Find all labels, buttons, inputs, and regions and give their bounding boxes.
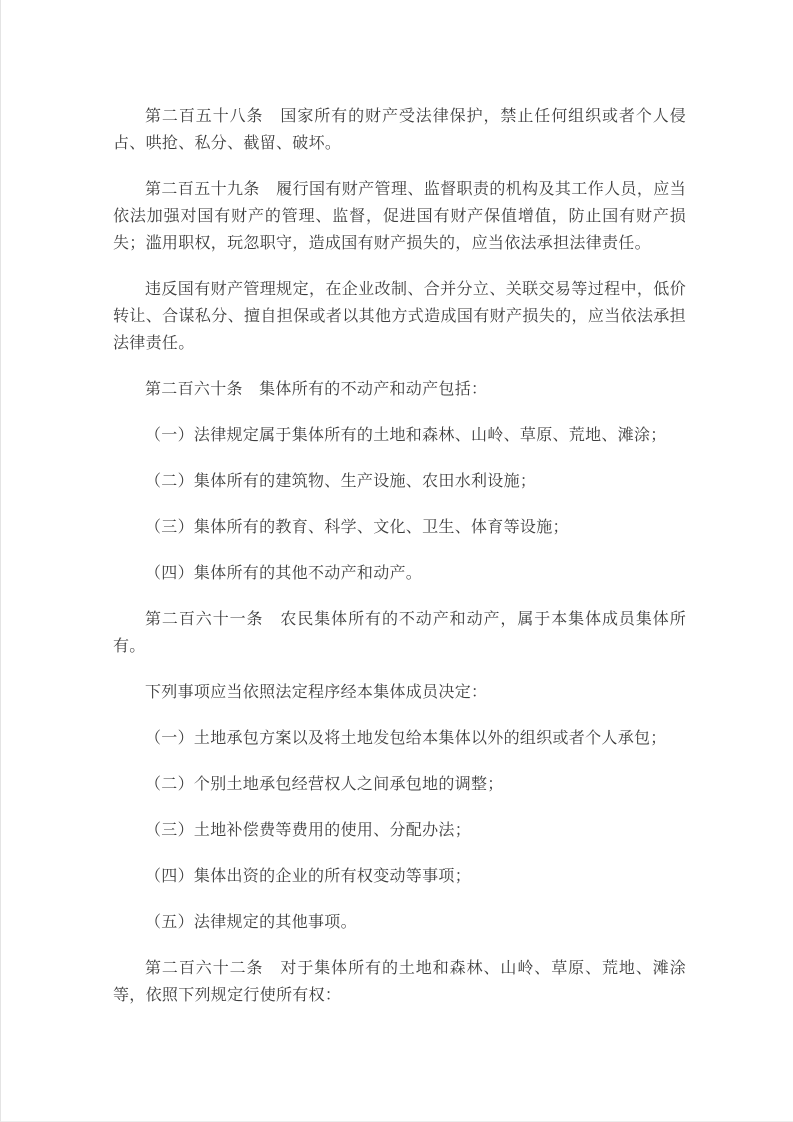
article-261-item-4: （四）集体出资的企业的所有权变动等事项；: [145, 868, 472, 885]
article-260-item-3: （三）集体所有的教育、科学、文化、卫生、体育等设施；: [145, 519, 569, 536]
article-261-item-1: （一）土地承包方案以及将土地发包给本集体以外的组织或者个人承包；: [145, 730, 667, 747]
article-260-item-2: （二）集体所有的建筑物、生产设施、农田水利设施；: [145, 473, 537, 490]
article-260-intro: 第二百六十条 集体所有的不动产和动产包括：: [145, 381, 488, 398]
article-262-intro: 第二百六十二条 对于集体所有的土地和森林、山岭、草原、荒地、滩涂等，依照下列规定行使所有权：: [113, 960, 686, 1004]
article-261-item-5: （五）法律规定的其他事项。: [145, 914, 357, 931]
article-261-text: 第二百六十一条 农民集体所有的不动产和动产，属于本集体成员集体所有。: [113, 611, 686, 655]
article-260-item-4: （四）集体所有的其他不动产和动产。: [145, 565, 423, 582]
article-260-item-1: （一）法律规定属于集体所有的土地和森林、山岭、草原、荒地、滩涂；: [145, 427, 667, 444]
article-261-decision-intro: 下列事项应当依照法定程序经本集体成员决定：: [145, 684, 488, 701]
article-259-continuation: 违反国有财产管理规定，在企业改制、合并分立、关联交易等过程中，低价转让、合谋私分、擅自担保或者以其他方式造成国有财产损失的，应当依法承担法律责任。: [113, 281, 686, 352]
article-261-item-2: （二）个别土地承包经营权人之间承包地的调整；: [145, 776, 504, 793]
article-261-item-3: （三）土地补偿费等费用的使用、分配办法；: [145, 822, 472, 839]
document-body: [113, 103, 686, 1028]
article-258-text: 第二百五十八条 国家所有的财产受法律保护，禁止任何组织或者个人侵占、哄抢、私分、截留、破坏。: [113, 108, 686, 152]
article-259-text: 第二百五十九条 履行国有财产管理、监督职责的机构及其工作人员，应当依法加强对国有财产的管理、监督，促进国有财产保值增值，防止国有财产损失；滥用职权，玩忽职守，造成国有财产损失的，应当依法承担法律责任。: [113, 181, 686, 252]
